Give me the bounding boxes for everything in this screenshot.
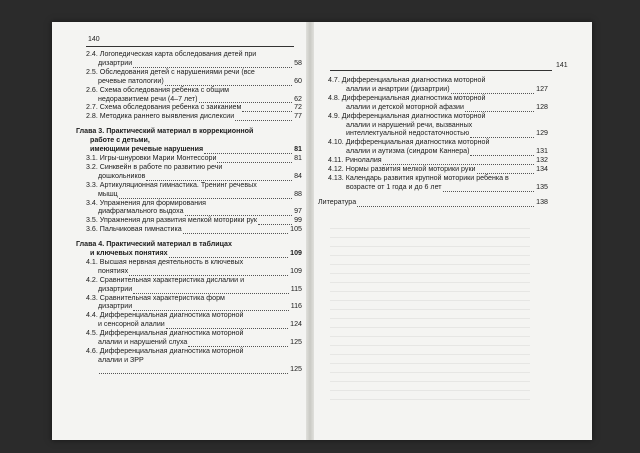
toc-entry-text: дизартрии: [98, 58, 133, 67]
dot-leader: [99, 367, 288, 374]
toc-entry-line: [76, 199, 302, 208]
toc-entry-line: [76, 190, 302, 199]
toc-entry-text: речевые патологии): [98, 76, 164, 85]
toc-entry-text: 3.2. Синквейн в работе по развитию речи: [86, 162, 223, 171]
dot-leader: [119, 192, 292, 199]
dot-leader: [451, 87, 534, 94]
toc-page-number: 81: [294, 145, 302, 154]
toc-entry-text: 3.3. Артикуляционная гимнастика. Тренинг речевых: [86, 180, 257, 189]
toc-entry-text: Литература: [318, 197, 357, 206]
toc-entry-text: алалии и нарушений слуха: [98, 338, 188, 347]
toc-entry-line: [76, 302, 302, 311]
toc-entry-text: 4.13. Календарь развития крупной моторики ребенка в: [328, 173, 509, 182]
toc-entry-line: [76, 59, 302, 68]
toc-entry-line: [76, 329, 302, 338]
toc-entry-line: [76, 356, 302, 365]
dot-leader: [242, 105, 292, 112]
toc-page-number: 138: [536, 197, 548, 206]
toc-entry-line: [318, 183, 548, 192]
toc-entry-text: 2.8. Методика раннего выявления дислексии: [86, 112, 235, 121]
toc-entry-line: [318, 165, 548, 174]
toc-entry-text: мышц: [98, 189, 118, 198]
toc-entry-line: [76, 172, 302, 181]
dot-leader: [383, 158, 534, 165]
chapter-heading-line: [76, 240, 302, 249]
toc-entry-line: [318, 138, 548, 147]
toc-entry-line: [76, 50, 302, 59]
toc-entry-text: 4.8. Дифференциальная диагностика моторной: [328, 93, 486, 102]
toc-entry-text: алалии и анартрии (дизартрии): [346, 84, 450, 93]
dot-leader: [165, 79, 292, 86]
toc-page-number: 105: [290, 225, 302, 234]
toc-entry-text: возрасте от 1 года и до 6 лет: [346, 182, 442, 191]
dot-leader: [188, 340, 288, 347]
dot-leader: [146, 174, 292, 181]
toc-entry-text: дошкольников: [98, 171, 146, 180]
toc-entry-line: [76, 258, 302, 267]
toc-entry-text: алалии и аутизма (синдром Каннера): [346, 147, 470, 156]
toc-page-number: 60: [294, 76, 302, 85]
toc-entry-text: 4.2. Сравнительная характеристика дислалии и: [86, 275, 245, 284]
toc-page-number: 124: [290, 320, 302, 329]
dot-leader: [183, 227, 288, 234]
right-header-rule: [330, 70, 552, 71]
toc-entry-line: [76, 276, 302, 285]
dot-leader: [443, 185, 534, 192]
toc-entry-line: [76, 181, 302, 190]
toc-entry-text: 4.1. Высшая нервная деятельность в ключевых: [86, 257, 244, 266]
toc-entry-text: 4.9. Дифференциальная диагностика моторной: [328, 111, 486, 120]
dot-leader: [477, 167, 534, 174]
toc-entry-line: [76, 338, 302, 347]
right-page-number: 141: [556, 62, 568, 69]
chapter-heading-line: [76, 145, 302, 154]
dot-leader: [204, 147, 292, 154]
toc-entry-line: [76, 77, 302, 86]
toc-entry-text: 4.12. Нормы развития мелкой моторики руки: [328, 165, 476, 174]
toc-page-number: 97: [294, 207, 302, 216]
dot-leader: [199, 96, 292, 103]
toc-entry-line: [318, 129, 548, 138]
toc-page-number: 129: [536, 129, 548, 138]
bleed-through-texture: [330, 220, 530, 400]
toc-entry-line: [318, 103, 548, 112]
toc-entry-line: [76, 320, 302, 329]
toc-page-number: 72: [294, 103, 302, 112]
toc-entry-line: [318, 112, 548, 121]
toc-entry-text: и сенсорной алалии: [98, 320, 165, 329]
toc-page-number: 127: [536, 84, 548, 93]
toc-page-number: 135: [536, 182, 548, 191]
dot-leader: [357, 200, 534, 207]
toc-entry-text: 4.3. Сравнительная характеристика форм: [86, 293, 225, 302]
toc-entry-text: дизартрии: [98, 302, 133, 311]
toc-page-number: 125: [290, 338, 302, 347]
toc-page-number: 58: [294, 58, 302, 67]
dot-leader: [470, 131, 534, 138]
dot-leader: [235, 114, 292, 121]
toc-page-number: 125: [290, 364, 302, 373]
toc-entry-text: Глава 3. Практический материал в коррекционной: [76, 127, 254, 136]
toc-entry-line: [318, 121, 548, 130]
toc-entry-text: понятиях: [98, 266, 129, 275]
toc-entry-line: [318, 94, 548, 103]
toc-entry-text: недоразвитием речи (4–7 лет): [98, 94, 198, 103]
toc-entry-text: дизартрии: [98, 284, 133, 293]
left-toc: [76, 50, 302, 374]
toc-page-number: 116: [290, 302, 302, 311]
toc-entry-text: 2.5. Обследования детей с нарушениями речи (все: [86, 67, 255, 76]
dot-leader: [465, 105, 534, 112]
toc-entry-line: [76, 95, 302, 104]
toc-entry-text: 3.5. Упражнения для развития мелкой моторики рук: [86, 216, 257, 225]
toc-page-number: 109: [290, 266, 302, 275]
toc-page-number: 134: [536, 165, 548, 174]
toc-entry-text: 4.5. Дифференциальная диагностика моторной: [86, 329, 244, 338]
toc-entry-text: 4.11. Ринолалия: [328, 156, 382, 165]
toc-entry-line: [318, 85, 548, 94]
toc-page-number: 81: [294, 153, 302, 162]
toc-entry-text: 4.6. Дифференциальная диагностика моторной: [86, 347, 244, 355]
toc-entry-line: [318, 174, 548, 183]
toc-entry-text: 2.6. Схема обследования ребенка с общим: [86, 85, 229, 94]
toc-entry-line: [76, 225, 302, 234]
dot-leader: [217, 156, 292, 163]
toc-entry-line: [76, 154, 302, 163]
toc-entry-text: 2.7. Схема обследования ребенка с заиканием: [86, 103, 242, 112]
toc-entry-line: [318, 156, 548, 165]
dot-leader: [166, 322, 288, 329]
toc-entry-text: алалии и ЗРР: [98, 355, 144, 364]
toc-entry-text: 3.1. Игры-шнуровки Марии Монтессори: [86, 153, 217, 162]
toc-entry-text: алалии и нарушений речи, вызванных: [346, 120, 473, 129]
toc-entry-line: [76, 365, 302, 374]
toc-entry-line: [76, 207, 302, 216]
toc-page-number: 84: [294, 171, 302, 180]
left-page-number: 140: [88, 36, 100, 43]
toc-entry-line: [76, 112, 302, 121]
toc-entry-line: [76, 103, 302, 112]
toc-page-number: 109: [290, 249, 302, 258]
dot-leader: [169, 251, 288, 258]
toc-entry-text: 4.10. Дифференциальная диагностика моторной: [328, 138, 490, 147]
toc-entry-line: [76, 294, 302, 303]
dot-leader: [133, 61, 292, 68]
toc-entry-text: диафрагмального выдоха: [98, 207, 184, 216]
chapter-heading-line: [76, 136, 302, 145]
toc-entry-text: алалии и детской моторной афазии: [346, 102, 464, 111]
toc-entry-text: 3.6. Пальчиковая гимнастика: [86, 225, 182, 234]
right-toc: [318, 76, 548, 207]
toc-entry-text: интеллектуальной недостаточностью: [346, 129, 470, 138]
toc-entry-text: 2.4. Логопедическая карта обследования детей при: [86, 50, 257, 58]
toc-entry-line: [76, 267, 302, 276]
dot-leader: [185, 209, 292, 216]
book-fold: [306, 22, 314, 440]
dot-leader: [133, 304, 289, 311]
toc-page-number: 131: [536, 147, 548, 156]
chapter-heading-line: [76, 249, 302, 258]
toc-entry-text: работе с детьми,: [90, 136, 150, 145]
toc-page-number: 132: [536, 156, 548, 165]
dot-leader: [470, 149, 534, 156]
toc-entry-text: 4.7. Дифференциальная диагностика моторной: [328, 76, 486, 84]
toc-entry-line: [318, 147, 548, 156]
toc-entry-line: [76, 86, 302, 95]
toc-entry-text: имеющими речевые нарушения: [90, 145, 204, 154]
toc-entry-text: и ключевых понятиях: [90, 249, 168, 258]
toc-entry-line: [76, 311, 302, 320]
toc-page-number: 62: [294, 94, 302, 103]
toc-entry-line: [318, 76, 548, 85]
toc-entry-text: 3.4. Упражнения для формирования: [86, 198, 206, 207]
toc-entry-line: [318, 198, 548, 207]
dot-leader: [129, 269, 288, 276]
chapter-heading-line: [76, 127, 302, 136]
toc-entry-text: Глава 4. Практический материал в таблицах: [76, 240, 232, 249]
dot-leader: [258, 218, 292, 225]
left-header-rule: [86, 46, 294, 47]
toc-entry-text: 4.4. Дифференциальная диагностика моторной: [86, 311, 244, 320]
dot-leader: [133, 287, 289, 294]
toc-entry-line: [76, 163, 302, 172]
toc-entry-line: [76, 68, 302, 77]
toc-entry-line: [76, 285, 302, 294]
toc-page-number: 115: [290, 284, 302, 293]
toc-page-number: 88: [294, 189, 302, 198]
toc-entry-line: [76, 347, 302, 356]
toc-entry-line: [76, 216, 302, 225]
toc-page-number: 128: [536, 102, 548, 111]
toc-page-number: 77: [294, 112, 302, 121]
toc-page-number: 99: [294, 216, 302, 225]
